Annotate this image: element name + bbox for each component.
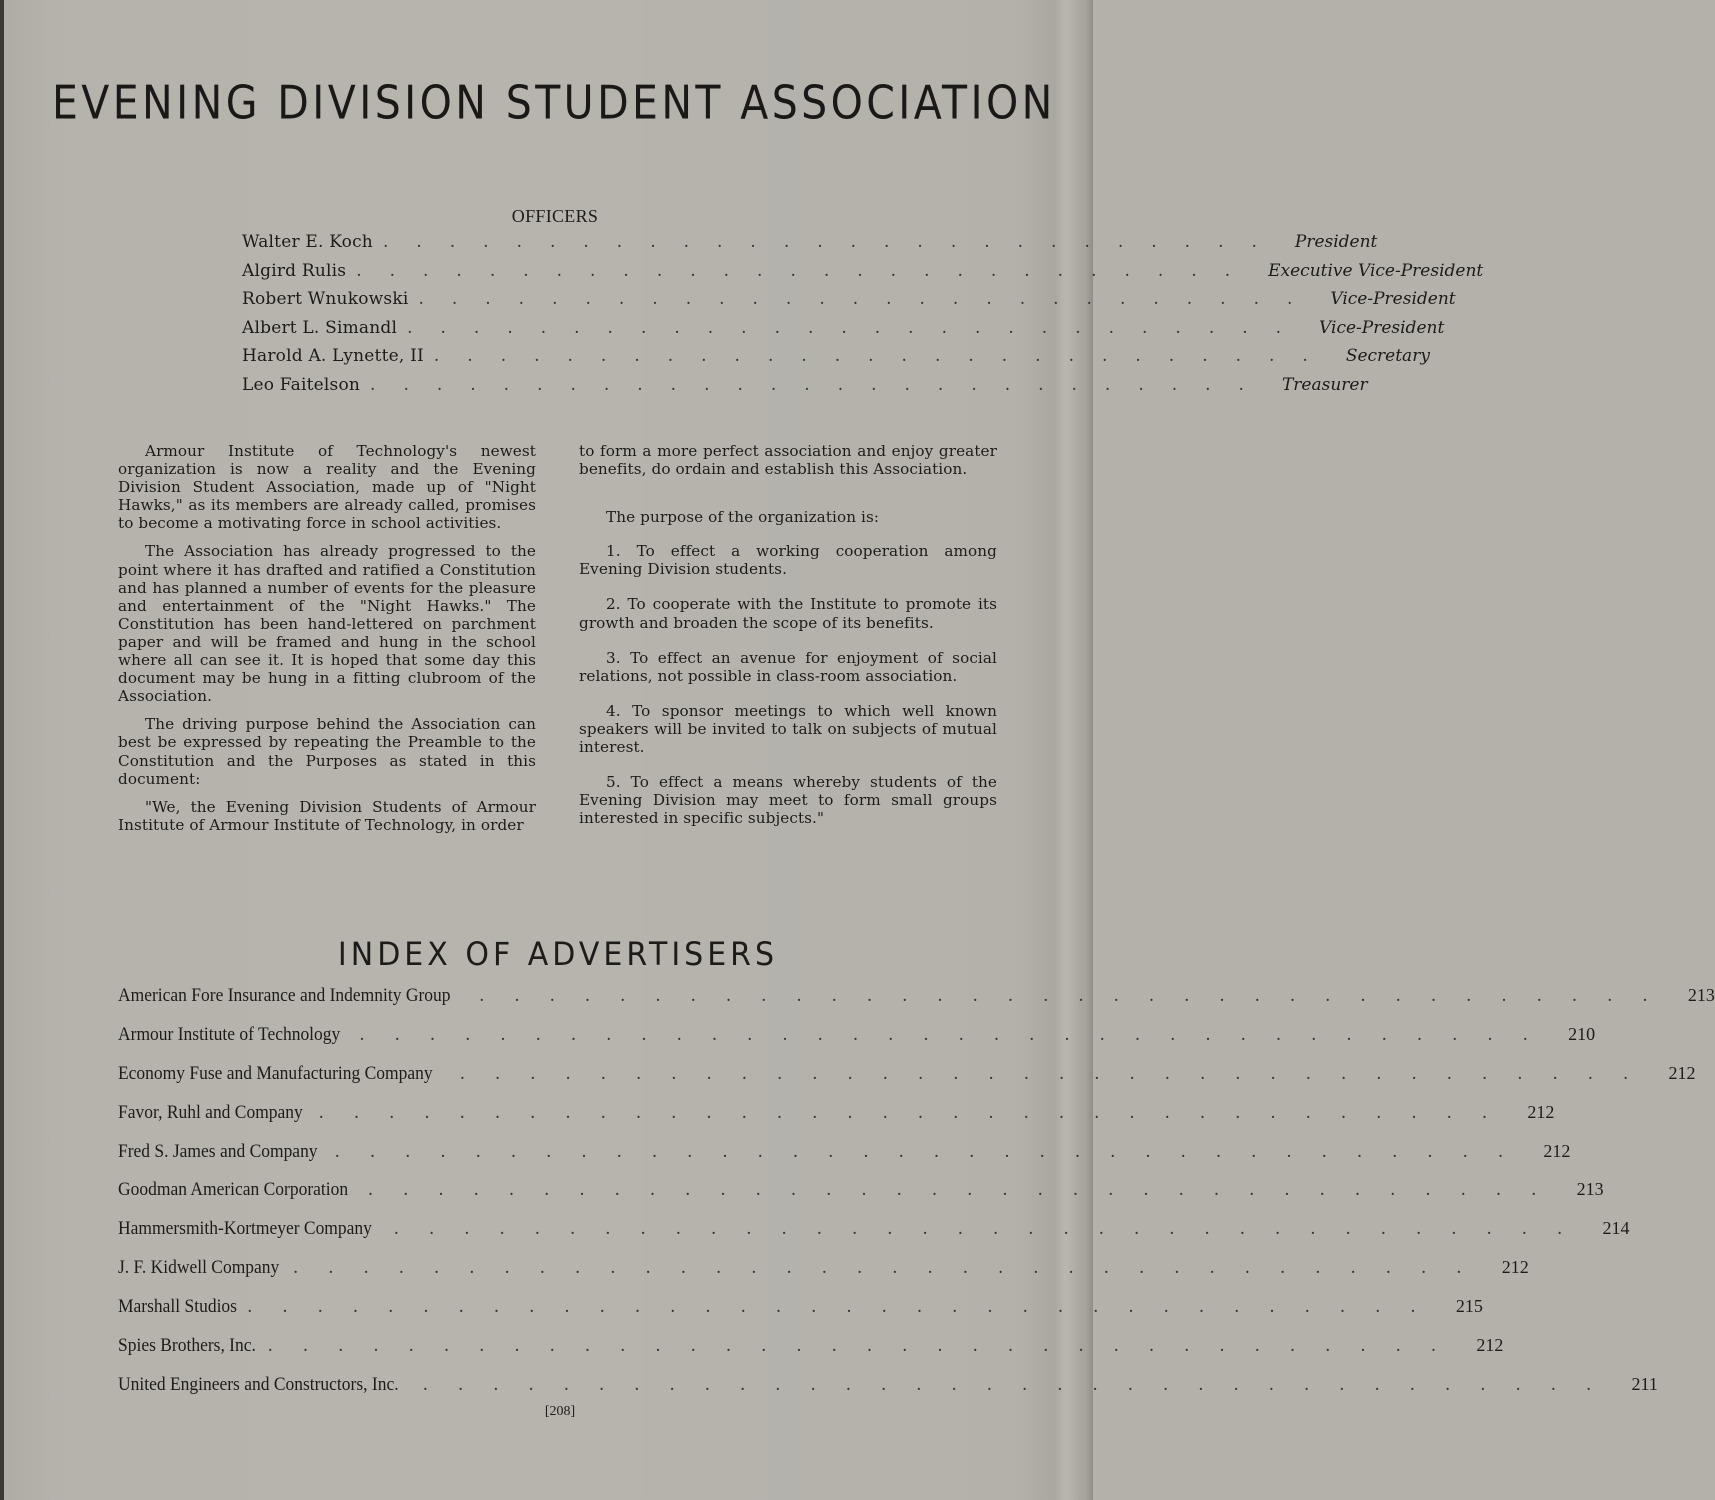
dot-leader: .................................. (334, 1140, 1534, 1162)
advertiser-row (118, 1218, 1630, 1257)
officer-title: President (1294, 232, 1378, 252)
purpose-item: 2. To cooperate with the Institute to promote its growth and broaden the scope of its benefits. (579, 595, 997, 632)
preamble-paragraph: "We, the Evening Division Students of Armour Institute of Armour Institute of Technology, in order (118, 797, 536, 834)
advertiser-name: Hammersmith-Kortmeyer Company (118, 1218, 372, 1240)
purpose-item: 5. To effect a means whereby students of the Evening Division may meet to form small groups interested in specific subjects." (579, 773, 997, 828)
officer-title: Secretary (1345, 346, 1430, 367)
officer-title: Treasurer (1281, 374, 1368, 395)
officer-row (242, 289, 1456, 318)
advertiser-row (118, 985, 1715, 1024)
advertiser-name: Favor, Ruhl and Company (118, 1101, 303, 1123)
officer-title: Vice-President (1330, 289, 1456, 310)
advertiser-page: 213 (1687, 985, 1715, 1005)
advertisers-list (118, 985, 1715, 1413)
advertiser-page: 215 (1455, 1296, 1483, 1317)
advertiser-name: Armour Institute of Technology (118, 1023, 341, 1045)
dot-leader: ........................... (407, 317, 1310, 338)
advertiser-page: 210 (1568, 1023, 1596, 1044)
dot-leader: ........................... (356, 260, 1259, 281)
officer-title: Executive Vice-President (1268, 260, 1484, 281)
dot-leader: ........................... (370, 374, 1272, 395)
advertiser-row (118, 1140, 1571, 1180)
article-column-right (579, 442, 997, 844)
officer-row (242, 260, 1484, 290)
advertiser-name: Goodman American Corporation (118, 1179, 349, 1201)
article-paragraph: The Association has already progressed to the point where it has drafted and ratified a Constitution and has planned a number of events for the pleasure and entertainment of the "Night Hawks." The Constitution has been hand-lettered on parchment paper and will be framed and hung in the school where all can see it. It is hoped that some day this document may be hung in a fitting clubroom of the Association. (118, 542, 536, 706)
officer-name: Walter E. Koch (242, 232, 373, 252)
page-left-edge (0, 0, 4, 1500)
officer-name: Algird Rulis (242, 260, 347, 281)
advertiser-page: 212 (1543, 1140, 1571, 1161)
article-paragraph: The driving purpose behind the Association can best be expressed by repeating the Preamble to the Constitution and the Purposes as stated in this document: (118, 715, 536, 788)
dot-leader: .................................. (247, 1296, 1446, 1318)
dot-leader: ........................... (382, 232, 1285, 252)
dot-leader: .................................. (459, 1062, 1659, 1084)
advertiser-row (118, 1101, 1555, 1141)
advertiser-name: Marshall Studios (118, 1296, 237, 1318)
advertiser-name: Spies Brothers, Inc. (118, 1335, 256, 1357)
advertiser-page: 212 (1668, 1062, 1696, 1083)
dot-leader: ........................... (433, 346, 1336, 367)
advertiser-row (118, 1296, 1483, 1335)
officer-row (242, 232, 1378, 261)
purpose-item: 3. To effect an avenue for enjoyment of social relations, not possible in class-room association. (579, 648, 997, 685)
dot-leader: .................................. (393, 1218, 1593, 1240)
dot-leader: .................................. (359, 1023, 1559, 1045)
officer-name: Robert Wnukowski (242, 289, 409, 310)
dot-leader: .................................. (422, 1373, 1622, 1395)
dot-leader: ........................... (418, 289, 1321, 310)
advertiser-row (118, 1335, 1504, 1374)
advertiser-name: J. F. Kidwell Company (118, 1257, 280, 1279)
officer-row (242, 317, 1445, 347)
dot-leader: .................................. (479, 985, 1678, 1006)
dot-leader: .................................. (368, 1179, 1567, 1201)
officer-name: Albert L. Simandl (242, 317, 398, 338)
advertiser-page: 211 (1631, 1373, 1658, 1394)
officer-row (242, 346, 1430, 375)
officer-name: Leo Faitelson (242, 374, 361, 395)
page-title: EVENING DIVISION STUDENT ASSOCIATION (52, 76, 1056, 130)
advertiser-row (118, 1062, 1696, 1102)
purpose-item: 4. To sponsor meetings to which well known speakers will be invited to talk on subjects of mutual interest. (579, 701, 997, 757)
officers-heading: OFFICERS (511, 206, 599, 226)
advertiser-name: United Engineers and Constructors, Inc. (118, 1373, 399, 1395)
dot-leader: .................................. (267, 1335, 1467, 1357)
article-column-left (118, 442, 536, 844)
purpose-intro: The purpose of the organization is: (606, 508, 880, 527)
page-number: [208] (544, 1404, 576, 1419)
advertiser-row (118, 1023, 1596, 1063)
advertiser-page: 212 (1501, 1257, 1529, 1278)
index-title: INDEX OF ADVERTISERS (337, 936, 779, 974)
advertiser-page: 212 (1476, 1335, 1504, 1356)
advertiser-name: American Fore Insurance and Indemnity Group (118, 985, 451, 1006)
article-paragraph: Armour Institute of Technology's newest organization is now a reality and the Evening Division Student Association, made up of "Night Hawks," as its members are already called, promises to become a motivating force in school activities. (118, 442, 536, 533)
advertiser-page: 214 (1602, 1218, 1630, 1239)
officer-name: Harold A. Lynette, II (242, 346, 424, 367)
advertiser-page: 213 (1576, 1179, 1604, 1200)
advertiser-page: 212 (1527, 1101, 1555, 1122)
purpose-item: 1. To effect a working cooperation among Evening Division students. (579, 542, 997, 579)
officers-list (242, 232, 1484, 404)
officer-title: Vice-President (1319, 317, 1445, 338)
advertiser-name: Fred S. James and Company (118, 1140, 318, 1162)
advertiser-name: Economy Fuse and Manufacturing Company (118, 1062, 433, 1084)
dot-leader: .................................. (318, 1101, 1518, 1123)
advertiser-row (118, 1179, 1604, 1218)
advertiser-row (118, 1257, 1529, 1296)
officer-row (242, 374, 1368, 404)
preamble-continuation: to form a more perfect association and enjoy greater benefits, do ordain and establish this Association. (579, 442, 997, 479)
dot-leader: .................................. (293, 1257, 1492, 1279)
